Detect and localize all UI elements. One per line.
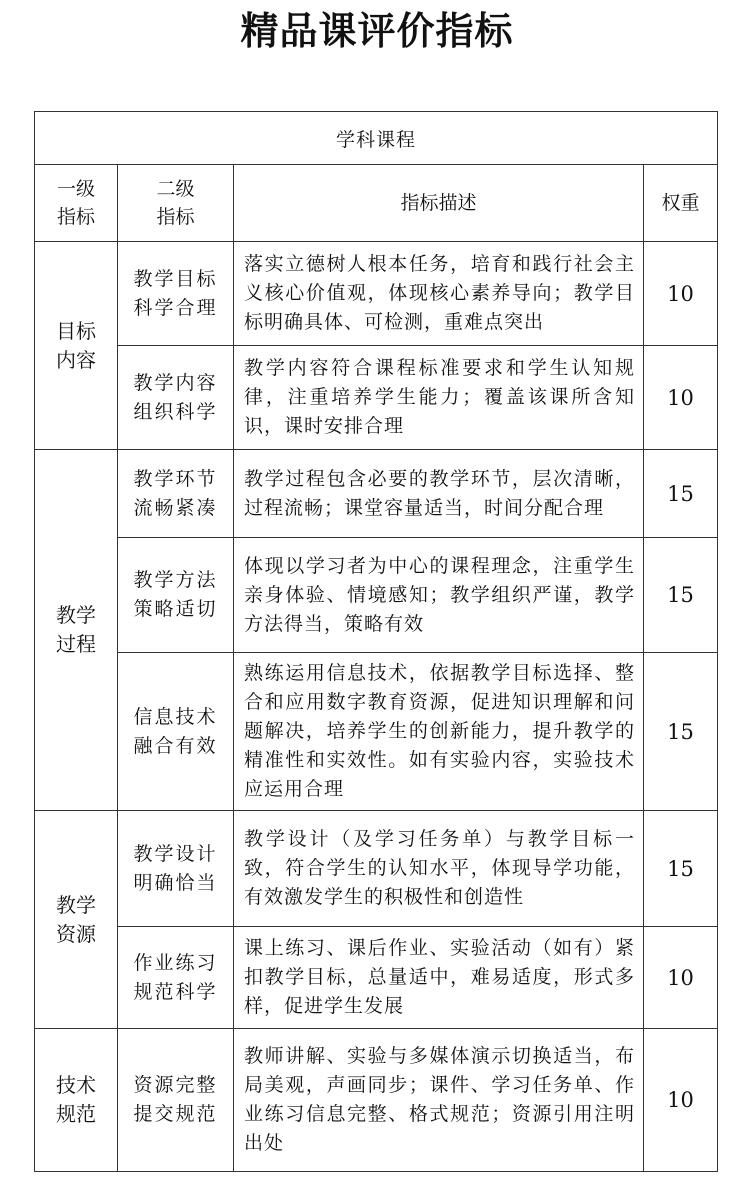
level2-cell (118, 1029, 234, 1172)
level2-label: 作业练习规范科学 (133, 951, 218, 1003)
level2-label: 信息技术融合有效 (133, 705, 218, 757)
table-row (35, 346, 718, 450)
level2-label: 教学环节流畅紧凑 (133, 467, 218, 519)
description-cell: 教学过程包含必要的教学环节，层次清晰，过程流畅；课堂容量适当，时间分配合理 (234, 450, 644, 538)
level2-label: 教学内容组织科学 (133, 371, 218, 423)
level2-cell (118, 653, 234, 811)
page-title: 精品课评价指标 (240, 9, 514, 53)
table-row (35, 242, 718, 346)
level2-cell (118, 927, 234, 1029)
evaluation-table (34, 111, 718, 1172)
weight-cell: 10 (644, 242, 718, 346)
description-cell: 体现以学习者为中心的课程理念，注重学生亲身体验、情境感知；教学组织严谨，教学方法得当，策略有效 (234, 538, 644, 653)
description-cell: 课上练习、课后作业、实验活动（如有）紧扣教学目标，总量适中，难易适度，形式多样，促进学生发展 (234, 927, 644, 1029)
header-weight: 权重 (644, 165, 718, 242)
header-level1 (35, 165, 118, 242)
level1-cell (35, 450, 118, 811)
table-row (35, 1029, 718, 1172)
header-level2-label: 二级指标 (156, 178, 195, 228)
description-cell: 教师讲解、实验与多媒体演示切换适当，布局美观，声画同步；课件、学习任务单、作业练习信息完整、格式规范；资源引用注明出处 (234, 1029, 644, 1172)
header-row (35, 165, 718, 242)
level2-cell (118, 450, 234, 538)
section-heading: 学科课程 (35, 112, 718, 165)
weight-cell: 15 (644, 811, 718, 927)
header-description: 指标描述 (234, 165, 644, 242)
description-cell: 落实立德树人根本任务，培育和践行社会主义核心价值观，体现核心素养导向；教学目标明确具体、可检测，重难点突出 (234, 242, 644, 346)
header-level2 (118, 165, 234, 242)
weight-cell: 15 (644, 653, 718, 811)
description-cell: 熟练运用信息技术，依据教学目标选择、整合和应用数字教育资源，促进知识理解和问题解决，培养学生的创新能力，提升教学的精准性和实效性。如有实验内容，实验技术应运用合理 (234, 653, 644, 811)
table-row (35, 653, 718, 811)
weight-cell: 10 (644, 1029, 718, 1172)
table-row (35, 538, 718, 653)
level2-cell (118, 811, 234, 927)
description-cell: 教学内容符合课程标准要求和学生认知规律，注重培养学生能力；覆盖该课所含知识，课时安排合理 (234, 346, 644, 450)
level1-cell (35, 242, 118, 450)
section-heading-row (35, 112, 718, 165)
header-level1-label: 一级指标 (56, 178, 95, 228)
weight-cell: 15 (644, 450, 718, 538)
level2-cell (118, 538, 234, 653)
level1-label: 技术规范 (56, 1073, 96, 1126)
table-row (35, 811, 718, 927)
level1-cell (35, 811, 118, 1029)
table-row (35, 450, 718, 538)
level2-cell (118, 346, 234, 450)
level1-label: 教学过程 (56, 603, 96, 656)
level1-label: 教学资源 (56, 892, 96, 946)
level1-cell (35, 1029, 118, 1172)
level2-label: 教学目标科学合理 (133, 267, 218, 319)
table-row (35, 927, 718, 1029)
description-cell: 教学设计（及学习任务单）与教学目标一致，符合学生的认知水平，体现导学功能，有效激发学生的积极性和创造性 (234, 811, 644, 927)
level2-cell (118, 242, 234, 346)
level2-label: 教学方法策略适切 (133, 569, 218, 620)
weight-cell: 15 (644, 538, 718, 653)
level2-label: 教学设计明确恰当 (133, 842, 218, 894)
weight-cell: 10 (644, 346, 718, 450)
level2-label: 资源完整提交规范 (133, 1074, 218, 1125)
level1-label: 目标内容 (56, 318, 96, 372)
weight-cell: 10 (644, 927, 718, 1029)
